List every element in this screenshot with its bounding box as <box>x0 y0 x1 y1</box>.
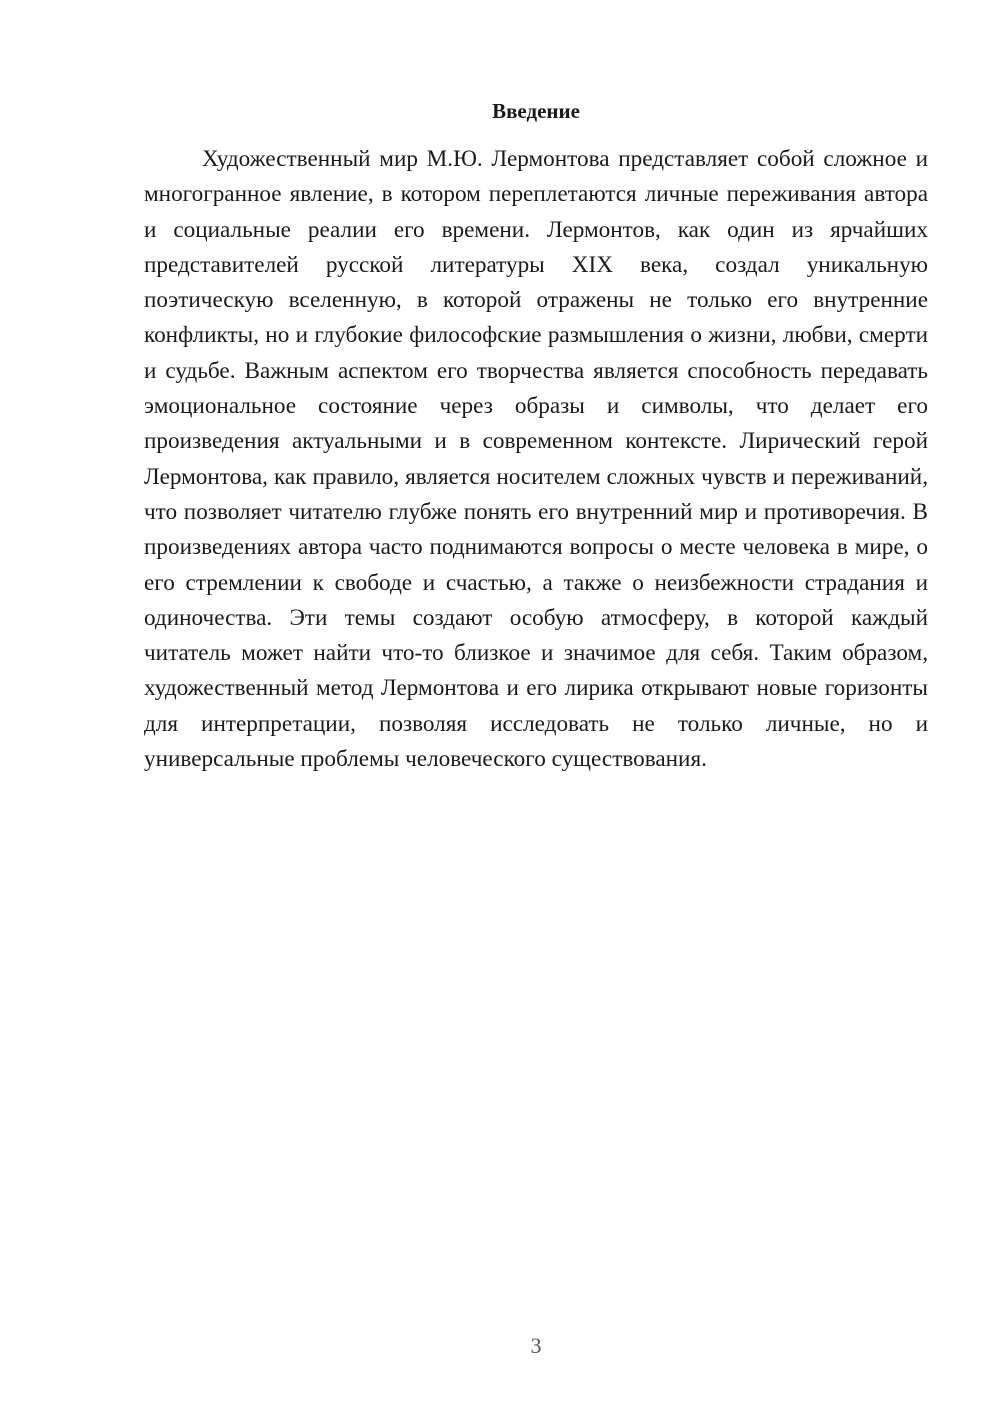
body-paragraph: Художественный мир М.Ю. Лермонтова представляет собой сложное и многогранное явление, в котором переплетаются личные переживания автора и социальные реалии его времени. Лермонтов, как один из ярчайших представителей русской литературы XIX века, создал уникальную поэтическую вселенную, в которой отражены не только его внутренние конфликты, но и глубокие философские размышления о жизни, любви, смерти и судьбе. Важным аспектом его творчества является способность передавать эмоциональное состояние через образы и символы, что делает его произведения актуальными и в современном контексте. Лирический герой Лермонтова, как правило, является носителем сложных чувств и переживаний, что позволяет читателю глубже понять его внутренний мир и противоречия. В произведениях автора часто поднимаются вопросы о месте человека в мире, о его стремлении к свободе и счастью, а также о неизбежности страдания и одиночества. Эти темы создают особую атмосферу, в которой каждый читатель может найти что-то близкое и значимое для себя. Таким образом, художественный метод Лермонтова и его лирика открывают новые горизонты для интерпретации, позволяя исследовать не только личные, но и универсальные проблемы человеческого существования. <box>144 146 928 773</box>
section-heading: Введение <box>492 99 580 123</box>
page-number: 3 <box>530 1333 542 1358</box>
